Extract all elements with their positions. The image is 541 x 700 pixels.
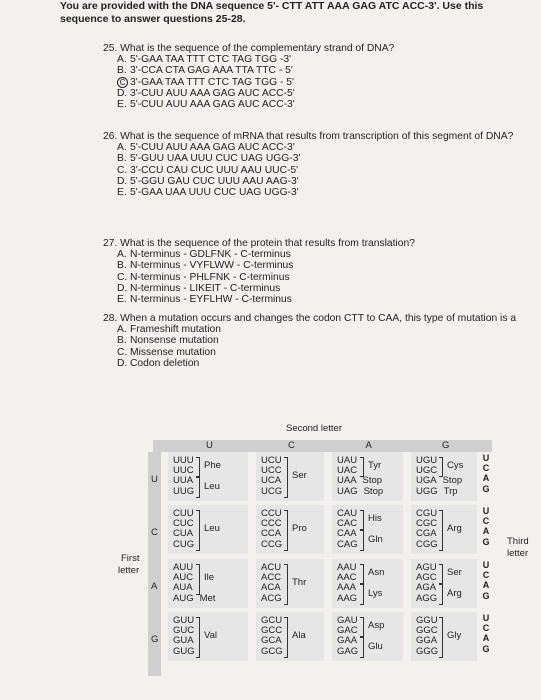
second-letter-a: A xyxy=(365,440,372,451)
answer-option[interactable] xyxy=(103,153,523,164)
bracket xyxy=(196,617,200,658)
answer-option[interactable] xyxy=(103,77,523,88)
bracket xyxy=(360,637,364,657)
answer-option[interactable] xyxy=(103,347,523,358)
codon: UCA xyxy=(261,475,282,487)
codon: GUU xyxy=(173,615,195,626)
second-letter-title: Second letter xyxy=(286,423,342,434)
third-letter-column xyxy=(482,453,490,494)
codon-group xyxy=(173,616,195,657)
amino-acid-label: Asn xyxy=(368,567,385,579)
bracket xyxy=(196,477,200,497)
codon-row xyxy=(416,540,438,550)
codon: AGU xyxy=(416,562,437,573)
codon: CAA xyxy=(337,528,357,540)
option-letter: B. xyxy=(117,335,127,347)
codon: UUC xyxy=(173,465,194,477)
first-letter-c: C xyxy=(151,527,158,538)
third-letter: U xyxy=(482,506,490,516)
codon: CGG xyxy=(416,538,438,550)
second-letter-c: C xyxy=(288,440,295,451)
codon: AUG xyxy=(173,592,194,604)
second-letter-g: G xyxy=(442,440,450,451)
answer-option[interactable] xyxy=(103,176,523,187)
option-letter: C. xyxy=(117,346,128,358)
codon: CAC xyxy=(337,518,358,530)
codon: CAU xyxy=(337,508,358,519)
option-text: 3'-CCA CTA GAG AAA TTA TTC - 5' xyxy=(130,65,293,77)
codon-group xyxy=(261,616,283,657)
codon: UGA xyxy=(416,475,437,487)
option-text: 3'-GAA TAA TTT CTC TAG TGG - 5' xyxy=(130,76,294,88)
option-text: 5'-GGU GAU CUC UUU AAU AAG-3' xyxy=(130,175,299,187)
codon: AUU xyxy=(173,562,194,573)
codon: GUC xyxy=(173,625,195,637)
option-letter: C. xyxy=(117,271,128,283)
bracket xyxy=(284,457,288,498)
codon-row xyxy=(416,647,438,657)
answer-option[interactable] xyxy=(103,324,523,335)
amino-acid-label: Ser xyxy=(447,567,462,579)
codon: UAC xyxy=(337,465,358,477)
codon: CAG xyxy=(337,538,358,550)
third-letter: A xyxy=(482,473,490,484)
option-text: N-terminus - VYFLWW - C-terminus xyxy=(130,260,294,272)
codon-amino-acid: Met xyxy=(199,592,216,604)
bracket xyxy=(360,617,364,637)
bracket xyxy=(284,510,288,551)
codon-row xyxy=(173,540,194,550)
codon: CCA xyxy=(261,528,282,540)
answer-option[interactable] xyxy=(103,335,523,346)
codon-group xyxy=(337,509,358,550)
option-text: 5'-CUU AUU AAA GAG AUC ACC-3' xyxy=(130,142,295,154)
answer-option[interactable] xyxy=(103,99,523,110)
amino-acid-label: Phe xyxy=(204,460,221,472)
answer-option[interactable] xyxy=(103,142,523,153)
third-letter-column xyxy=(482,613,490,654)
amino-acid-label: Asp xyxy=(368,620,385,632)
answer-option[interactable] xyxy=(103,283,523,294)
answer-option[interactable] xyxy=(103,272,523,283)
option-text: 5'-CUU AUU AAA GAG AUC ACC-3' xyxy=(130,99,295,111)
bracket xyxy=(196,564,200,595)
codon-row xyxy=(337,647,358,657)
option-letter: D. xyxy=(117,282,128,294)
question-26 xyxy=(103,131,523,198)
codon: UGU xyxy=(416,455,438,466)
codon: ACG xyxy=(261,592,282,604)
codon: CUC xyxy=(173,518,194,530)
codon: GAC xyxy=(337,625,358,637)
bracket xyxy=(284,617,288,658)
codon-row xyxy=(173,647,195,657)
codon: GCC xyxy=(261,625,283,637)
codon: GGG xyxy=(416,645,439,657)
codon-group xyxy=(416,563,437,604)
codon-row xyxy=(261,487,282,497)
codon: UAA xyxy=(337,475,357,487)
codon-row xyxy=(261,594,282,604)
option-text: N-terminus - LIKEIT - C-terminus xyxy=(130,282,281,294)
codon-group xyxy=(261,456,282,497)
bracket xyxy=(439,564,443,584)
option-text: 3'-CCU CAU CUC UUU AAU UUC-5' xyxy=(130,164,299,176)
bracket xyxy=(439,457,443,477)
codon: CCC xyxy=(261,518,282,530)
codon-row xyxy=(173,594,215,604)
codon: AGG xyxy=(416,592,438,604)
answer-option[interactable] xyxy=(103,358,523,369)
third-letter: C xyxy=(482,463,490,474)
codon: ACA xyxy=(261,582,281,594)
bracket xyxy=(360,530,364,550)
codon-row xyxy=(416,487,462,497)
amino-acid-label: Thr xyxy=(292,577,307,589)
codon: GCA xyxy=(261,635,282,647)
amino-acid-label: His xyxy=(368,513,382,525)
codon: UGG xyxy=(416,485,438,497)
option-text: 5'-GAA TAA TTT CTC TAG TGG -3' xyxy=(130,54,292,66)
codon: GUG xyxy=(173,645,195,657)
codon-group xyxy=(337,616,358,657)
third-letter: G xyxy=(482,483,490,494)
codon-group xyxy=(173,509,194,550)
first-letter-title: First letter xyxy=(118,553,140,576)
codon-amino-acid: Stop xyxy=(363,485,384,497)
codon: AUC xyxy=(173,572,194,584)
codon: GCU xyxy=(261,615,283,626)
bracket xyxy=(360,457,364,477)
first-letter-g: G xyxy=(151,634,159,645)
codon: CUA xyxy=(173,528,194,540)
amino-acid-label: Val xyxy=(204,630,218,642)
third-letter: C xyxy=(482,570,490,581)
codon-amino-acid: Stop xyxy=(362,475,383,487)
codon: CUU xyxy=(173,508,194,519)
amino-acid-label: Cys xyxy=(447,460,464,472)
option-letter: A. xyxy=(117,249,127,261)
option-letter: A. xyxy=(117,54,127,66)
amino-acid-label: Arg xyxy=(447,523,462,535)
codon-amino-acid: Stop xyxy=(442,475,463,487)
codon: AGC xyxy=(416,572,437,584)
question-stem: 28. When a mutation occurs and changes the codon CTT to CAA, this type of mutation is a xyxy=(103,313,517,324)
bracket xyxy=(439,617,443,658)
amino-acid-label: Ala xyxy=(292,630,306,642)
codon: CGC xyxy=(416,518,438,530)
codon-row xyxy=(173,487,194,497)
option-letter: B. xyxy=(117,153,127,165)
option-text: 5'-GAA UAA UUU CUC UAG UGG-3' xyxy=(130,187,299,199)
question-25 xyxy=(103,43,523,110)
codon: GGC xyxy=(416,625,438,637)
codon: UUA xyxy=(173,475,194,487)
codon-group xyxy=(261,563,282,604)
option-text: 3'-CUU AUU AAA GAG AUC ACC-5' xyxy=(130,87,295,99)
codon-group xyxy=(173,456,194,497)
codon: CUG xyxy=(173,538,195,550)
option-text: 5'-GUU UAA UUU CUC UAG UGG-3' xyxy=(130,153,301,165)
bracket xyxy=(360,564,364,584)
question-27 xyxy=(103,238,523,305)
amino-acid-label: Gly xyxy=(447,630,462,642)
bracket xyxy=(284,564,288,605)
third-letter: C xyxy=(482,623,490,634)
codon: AGA xyxy=(416,582,437,594)
codon: ACC xyxy=(261,572,282,584)
codon: AAC xyxy=(337,572,357,584)
amino-acid-label: Tyr xyxy=(368,460,382,472)
bracket xyxy=(360,584,364,604)
option-letter: E. xyxy=(117,187,127,199)
third-letter: A xyxy=(482,526,490,537)
option-letter xyxy=(117,77,130,88)
option-text: Codon deletion xyxy=(130,357,200,369)
option-text: Missense mutation xyxy=(130,346,216,358)
codon: GGU xyxy=(416,615,438,626)
third-letter-title: Third letter xyxy=(507,536,529,559)
third-letter: A xyxy=(482,633,490,644)
answer-option[interactable] xyxy=(103,187,523,198)
bracket xyxy=(196,510,200,551)
question-stem: 25. What is the sequence of the complementary strand of DNA? xyxy=(103,43,395,54)
option-letter: E. xyxy=(117,294,127,306)
bracket xyxy=(196,457,200,477)
third-letter: U xyxy=(482,613,490,623)
question-stem: 26. What is the sequence of mRNA that results from transcription of this segment of DNA? xyxy=(103,131,514,142)
third-letter: A xyxy=(482,580,490,591)
codon: UCC xyxy=(261,465,282,477)
answer-option[interactable] xyxy=(103,88,523,99)
codon: UCG xyxy=(261,485,283,497)
option-letter: C. xyxy=(117,164,128,176)
answer-option[interactable] xyxy=(103,65,523,76)
codon: GUA xyxy=(173,635,194,647)
third-letter-column xyxy=(482,506,490,547)
option-letter: D. xyxy=(117,175,128,187)
amino-acid-label: Pro xyxy=(292,523,307,535)
codon: GAU xyxy=(337,615,358,626)
option-letter: D. xyxy=(117,87,128,99)
answer-option[interactable] xyxy=(103,165,523,176)
codon-group xyxy=(337,563,357,604)
option-letter: A. xyxy=(117,324,127,336)
option-text: N-terminus - EYFLHW - C-terminus xyxy=(130,294,292,306)
third-letter: G xyxy=(482,590,490,601)
option-letter: E. xyxy=(117,99,127,111)
codon: CCU xyxy=(261,508,282,519)
third-letter: C xyxy=(482,516,490,527)
codon-row xyxy=(261,540,282,550)
codon-row xyxy=(261,647,283,657)
bracket xyxy=(360,510,364,530)
codon: UAU xyxy=(337,455,358,466)
codon: CGU xyxy=(416,508,438,519)
codon: GAG xyxy=(337,645,359,657)
codon-row xyxy=(337,487,383,497)
codon: GCG xyxy=(261,645,283,657)
codon: GGA xyxy=(416,635,438,647)
third-letter: G xyxy=(482,643,490,654)
question-stem: 27. What is the sequence of the protein that results from translation? xyxy=(103,238,415,249)
option-letter: B. xyxy=(117,65,127,77)
third-letter: U xyxy=(482,560,490,570)
third-letter: G xyxy=(482,536,490,547)
answer-option[interactable] xyxy=(103,249,523,260)
codon: AAG xyxy=(337,592,358,604)
option-text: Frameshift mutation xyxy=(130,324,221,336)
option-letter: D. xyxy=(117,357,128,369)
codon: AAA xyxy=(337,582,357,594)
codon: UUG xyxy=(173,485,195,497)
amino-acid-label: Arg xyxy=(447,587,462,599)
answer-option[interactable] xyxy=(103,294,523,305)
question-28 xyxy=(103,313,523,369)
option-text: Nonsense mutation xyxy=(130,335,219,347)
bracket xyxy=(439,510,443,551)
option-text: N-terminus - PHLFNK - C-terminus xyxy=(130,271,290,283)
intro-text: You are provided with the DNA sequence 5'- CTT ATT AAA GAG ATC ACC-3'. Use this sequence to answer questions 25-28. xyxy=(60,0,484,25)
second-letter-u: U xyxy=(206,440,213,451)
option-text: N-terminus - GDLFNK - C-terminus xyxy=(130,249,291,261)
amino-acid-label: Lys xyxy=(368,587,383,599)
amino-acid-label: Glu xyxy=(368,640,383,652)
option-letter: B. xyxy=(117,260,127,272)
codon-row xyxy=(416,594,437,604)
amino-acid-label: Ser xyxy=(292,470,307,482)
amino-acid-label: Leu xyxy=(204,480,220,492)
answer-option[interactable] xyxy=(103,260,523,271)
codon: UAG xyxy=(337,485,358,497)
third-letter: U xyxy=(482,453,490,463)
codon: UCU xyxy=(261,455,282,466)
amino-acid-label: Gln xyxy=(368,533,383,545)
circled-letter: C xyxy=(117,77,128,88)
codon-group xyxy=(416,616,438,657)
amino-acid-label: Ile xyxy=(204,572,215,584)
bracket xyxy=(439,584,443,604)
first-letter-a: A xyxy=(151,581,158,592)
codon: AAU xyxy=(337,562,357,573)
first-letter-u: U xyxy=(151,474,158,485)
codon: UUU xyxy=(173,455,194,466)
codon-row xyxy=(337,540,358,550)
codon-group xyxy=(416,509,438,550)
codon: CCG xyxy=(261,538,283,550)
codon: ACU xyxy=(261,562,282,573)
amino-acid-label: Leu xyxy=(204,523,220,535)
codon: CGA xyxy=(416,528,437,540)
codon: AUA xyxy=(173,582,193,594)
codon-group xyxy=(261,509,282,550)
codon: GAA xyxy=(337,635,358,647)
answer-option[interactable] xyxy=(103,54,523,65)
option-letter: A. xyxy=(117,142,127,154)
codon-row xyxy=(337,594,357,604)
codon: UGC xyxy=(416,465,438,477)
codon-amino-acid: Trp xyxy=(443,485,458,497)
third-letter-column xyxy=(482,560,490,601)
codon-group xyxy=(173,563,215,604)
